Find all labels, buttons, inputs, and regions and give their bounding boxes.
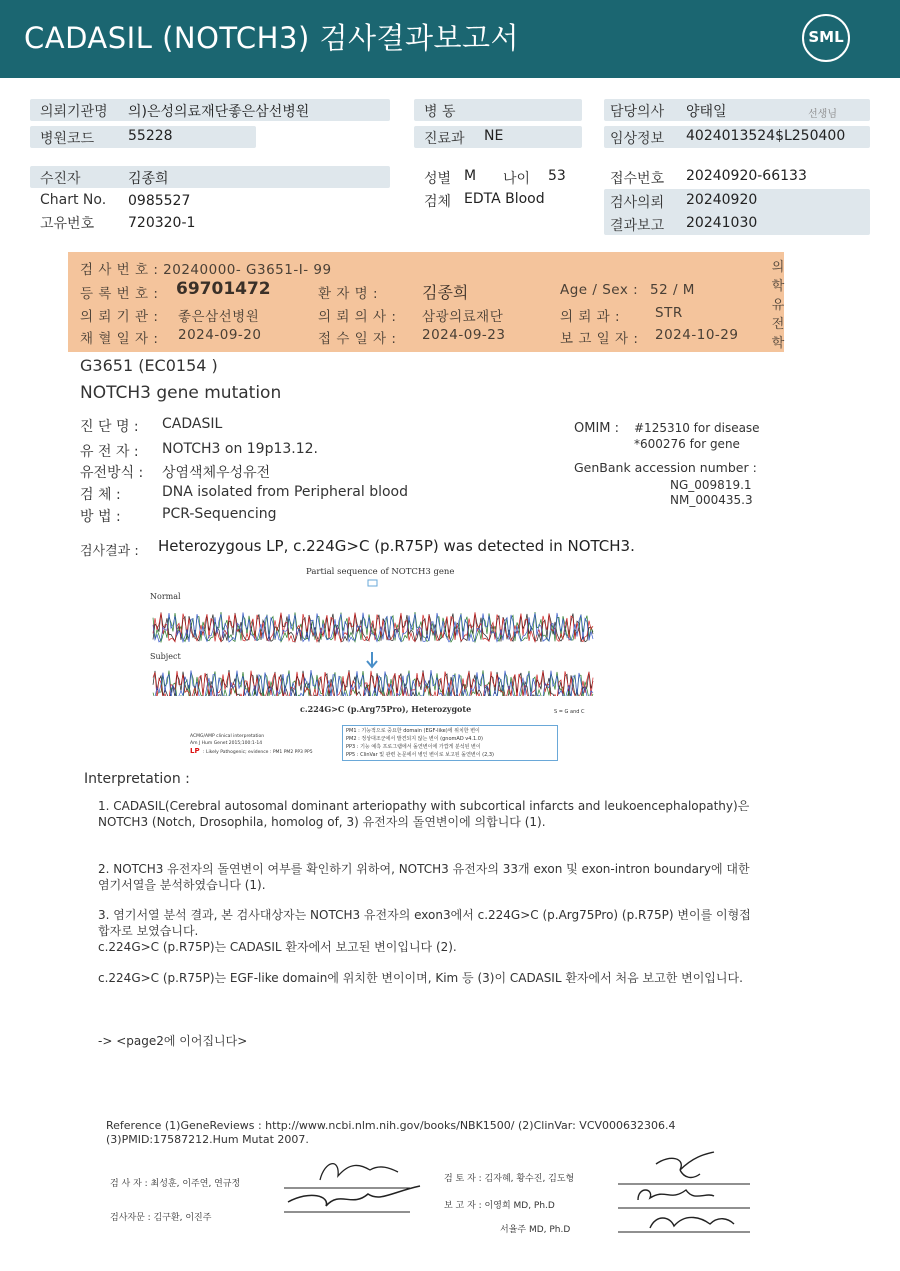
report-value: 20241030 [686, 215, 758, 231]
chart-label: Chart No. [40, 192, 107, 208]
interp-paragraph-1: 1. CADASIL(Cerebral autosomal dominant arteriopathy with subcortical infarcts and leukoencephalopathy)은 NOTCH3 (Notch, Drosophila, homolog of, 3) 유전자의 돌연변이에 의합니다 (1). [98, 799, 750, 829]
method-value: PCR-Sequencing [162, 506, 277, 522]
reference-line-2: (3)PMID:17587212.Hum Mutat 2007. [106, 1133, 309, 1146]
report-label: 결과보고 [610, 218, 665, 234]
collect-label: 채 혈 일 자 : [80, 331, 159, 347]
subject-trace [153, 670, 593, 696]
assistant: 검사자문 : 김구환, 이진주 [110, 1213, 212, 1223]
clinical-label: 임상정보 [610, 131, 665, 147]
reviewer-signature [610, 1150, 760, 1240]
report-header [0, 0, 900, 78]
hospital-code-value: 55228 [128, 128, 173, 144]
omim-label: OMIM : [574, 421, 620, 436]
request-value: 20240920 [686, 192, 758, 208]
interp-paragraph-3: 3. 염기서열 분석 결과, 본 검사대상자는 NOTCH3 유전자의 exon3에서 c.224G>C (p.Arg75Pro) (p.R75P) 변이를 이형접합자로 보였습니다. [98, 908, 751, 938]
request-label: 검사의뢰 [610, 195, 665, 211]
inherit-label: 유전방식 : [80, 465, 144, 481]
doctor-label: 담당의사 [610, 104, 665, 120]
diag-label: 진 단 명 : [80, 419, 139, 435]
report-title: CADASIL (NOTCH3) 검사결과보고서 [24, 21, 520, 55]
acmg-criteria-box [342, 725, 558, 761]
r-dept-label: 의 뢰 과 : [560, 309, 621, 325]
dept-label: 진료과 [424, 131, 465, 147]
gene-title: NOTCH3 gene mutation [80, 383, 282, 403]
continued-note: -> <page2에 이어집니다> [98, 1034, 248, 1048]
patient-value: 김종희 [128, 171, 169, 187]
collect-value: 2024-09-20 [178, 327, 262, 343]
normal-marker [368, 580, 377, 586]
chromatogram [148, 566, 598, 696]
patient-label: 수진자 [40, 171, 81, 187]
genbank-ng: NG_009819.1 [670, 478, 752, 492]
acmg-ref: Am J Hum Genet 2015;100:1-14 [190, 741, 263, 746]
receipt-value: 20240920-66133 [686, 168, 807, 184]
r-doc-value: 삼광의료재단 [422, 309, 504, 325]
ward-label: 병 동 [424, 104, 456, 120]
agesex-value: 52 / M [650, 282, 695, 298]
interp-paragraph-3b: c.224G>C (p.R75P)는 CADASIL 환자에서 보고된 변이입니다 (2). [98, 940, 457, 954]
reg-label: 등 록 번 호 : [80, 286, 159, 302]
unique-label: 고유번호 [40, 216, 95, 232]
chart-value: 0985527 [128, 193, 191, 209]
genbank-nm: NM_000435.3 [670, 493, 753, 507]
specimen-label: 검체 [424, 194, 452, 210]
reporter-2: 서율주 MD, Ph.D [500, 1225, 571, 1235]
omim-gene: *600276 for gene [634, 437, 740, 451]
reg-number: 69701472 [176, 279, 271, 299]
result-value: Heterozygous LP, c.224G>C (p.R75P) was detected in NOTCH3. [158, 537, 635, 555]
r-inst-value: 좋은삼선병원 [178, 309, 260, 325]
doctor-suffix: 선생님 [808, 109, 837, 120]
doctor-value: 양태일 [686, 104, 727, 120]
receipt-label: 접수번호 [610, 171, 665, 187]
r-dept-value: STR [655, 305, 683, 321]
pp5: PP5 : ClinVar 및 관련 논문에서 병인 변이로 보고된 돌연변이 (2,3) [346, 752, 495, 758]
variant-arrow [367, 652, 377, 667]
sgc-note: S = G and C [554, 709, 585, 715]
pm1: PM1 : 기능적으로 중요한 domain (EGF-like)에 위치한 변이 [346, 728, 480, 734]
pm2: PM2 : 정상대조군에서 발견되지 않는 변이 (gnomAD v4.1.0) [346, 736, 483, 742]
reference-line-1: Reference (1)GeneReviews : http://www.ncbi.nlm.nih.gov/books/NBK1500/ (2)ClinVar: VCV000632306.4 [106, 1119, 676, 1132]
interpretation-label: Interpretation : [84, 771, 190, 787]
reviewer: 검 토 자 : 김자혜, 황수진, 김도형 [444, 1174, 575, 1184]
side-label: 의 학 유 전 학 [771, 260, 785, 351]
dept-value: NE [484, 128, 504, 144]
unique-value: 720320-1 [128, 215, 196, 231]
pp3: PP3 : 기능 예측 프로그램에서 돌연변이에 가깝게 분석된 변이 [346, 744, 481, 750]
lp-badge: LP [190, 747, 200, 755]
clinical-value: 4024013524$L250400 [686, 128, 846, 144]
age-value: 53 [548, 168, 566, 184]
tester: 검 사 자 : 최성훈, 이주연, 연규정 [110, 1179, 241, 1189]
spec-value: DNA isolated from Peripheral blood [162, 484, 409, 500]
specimen-value: EDTA Blood [464, 191, 545, 207]
r-report-value: 2024-10-29 [655, 327, 739, 343]
genbank-label: GenBank accession number : [574, 460, 757, 475]
sex-label: 성별 [424, 171, 452, 187]
sex-value: M [464, 168, 477, 184]
sml-logo: SML [802, 14, 850, 62]
lp-text: : Likely Pathogenic; evidence : PM1 PM2 PP3 PP5 [203, 750, 313, 755]
r-receipt-label: 접 수 일 자 : [318, 331, 397, 347]
r-patient-value: 김종희 [422, 283, 469, 302]
interp-paragraph-3c: c.224G>C (p.R75P)는 EGF-like domain에 위치한 변이이며, Kim 등 (3)이 CADASIL 환자에서 처음 보고한 변이입니다. [98, 971, 743, 985]
normal-label: Normal [150, 592, 181, 601]
spec-label: 검 체 : [80, 487, 121, 503]
gene-label: 유 전 자 : [80, 444, 139, 460]
chart-title: Partial sequence of NOTCH3 gene [306, 567, 455, 577]
normal-trace [153, 612, 593, 642]
test-code: G3651 (EC0154 ) [80, 356, 218, 375]
patient-row [30, 166, 390, 188]
result-label: 검사결과 : [80, 544, 139, 559]
interp-paragraph-2: 2. NOTCH3 유전자의 돌연변이 여부를 확인하기 위하여, NOTCH3 유전자의 33개 exon 및 exon-intron boundary에 대한 염기서열을 분석하였습니다 (1). [98, 862, 750, 892]
method-label: 방 법 : [80, 509, 121, 525]
variant-caption: c.224G>C (p.Arg75Pro), Heterozygote [300, 704, 472, 714]
r-doc-label: 의 뢰 의 사 : [318, 309, 397, 325]
inherit-value: 상염색체우성유전 [162, 465, 271, 481]
gene-value: NOTCH3 on 19p13.12. [162, 441, 319, 457]
r-patient-label: 환 자 명 : [318, 286, 379, 302]
institution-value: 의)은성의료재단좋은삼선병원 [128, 104, 310, 120]
acmg-title: ACMG/AMP clinical interpretation [190, 734, 265, 739]
r-receipt-value: 2024-09-23 [422, 327, 506, 343]
r-report-label: 보 고 일 자 : [560, 331, 639, 347]
r-inst-label: 의 뢰 기 관 : [80, 309, 159, 325]
institution-label: 의뢰기관명 [40, 104, 108, 120]
agesex-label: Age / Sex : [560, 282, 639, 298]
tester-signature [280, 1150, 440, 1230]
test-number: 검 사 번 호 : 20240000- G3651-I- 99 [80, 262, 332, 278]
reporter: 보 고 자 : 이영희 MD, Ph.D [444, 1201, 555, 1211]
subject-label: Subject [150, 652, 181, 661]
omim-disease: #125310 for disease [634, 421, 760, 435]
age-label: 나이 [503, 171, 531, 187]
hospital-code-label: 병원코드 [40, 131, 95, 147]
diag-value: CADASIL [162, 416, 223, 432]
